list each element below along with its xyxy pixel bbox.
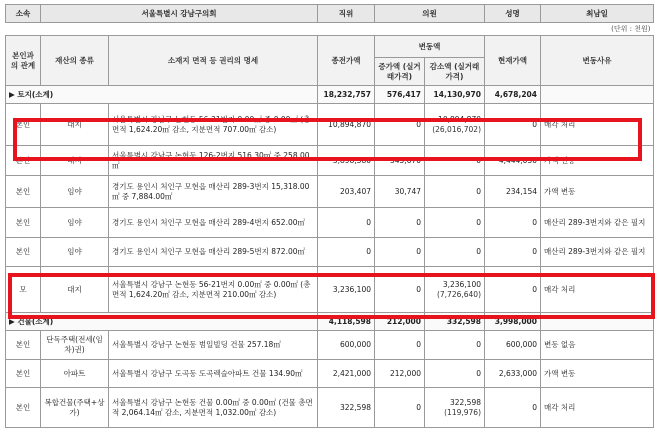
increase-text: 0 xyxy=(416,217,421,227)
relation-text: 본인 xyxy=(15,247,31,256)
prev-value-text: 10,894,870 xyxy=(328,119,371,129)
building-subtotal-decrease: 332,598 xyxy=(425,313,485,331)
relation-text: 본인 xyxy=(15,119,31,129)
relation-cell xyxy=(6,208,41,238)
relation-text: 본인 xyxy=(15,155,31,165)
building-subtotal-reason xyxy=(541,313,654,331)
reason-text: 가액 변동 xyxy=(544,368,576,378)
col-relation: 본인과의 관계 xyxy=(6,36,41,86)
current-value-text: 0 xyxy=(532,284,537,294)
increase-text: 545,670 xyxy=(389,155,421,165)
col-prev-value: 종전가액 xyxy=(318,36,375,86)
relation-cell xyxy=(6,176,41,208)
name-value: 최남일 xyxy=(541,5,654,23)
location-cell xyxy=(109,238,318,267)
relation-cell xyxy=(6,267,41,313)
location-cell xyxy=(109,388,318,428)
current-value-cell xyxy=(485,146,541,176)
asset-type-cell xyxy=(41,104,109,146)
decrease-text: 0 xyxy=(476,340,481,349)
building-subtotal-prev: 4,118,598 xyxy=(318,313,375,331)
increase-cell xyxy=(375,360,425,388)
increase-cell xyxy=(375,208,425,238)
reason-text: 변동 없음 xyxy=(544,340,576,349)
land-subtotal-reason xyxy=(541,86,654,104)
prev-value-cell xyxy=(318,208,375,238)
building-row xyxy=(6,360,654,388)
building-subtotal-label: ▶ 건물(소계) xyxy=(6,313,318,331)
land-row xyxy=(6,176,654,208)
affiliation-value: 서울특별시 강남구의회 xyxy=(41,5,318,23)
reason-text: 매산리 289-3번지와 같은 필지 xyxy=(544,247,646,256)
building-row xyxy=(6,331,654,360)
decrease-cell xyxy=(425,146,485,176)
current-value-text: 4,444,050 xyxy=(498,155,537,165)
decrease-cell xyxy=(425,360,485,388)
land-subtotal-prev: 18,232,757 xyxy=(318,86,375,104)
asset-type-text: 복합건물(주택+상가) xyxy=(44,397,105,417)
land-subtotal-row xyxy=(6,86,654,104)
increase-cell xyxy=(375,238,425,267)
affiliation-label: 소속 xyxy=(6,5,41,23)
location-text: 경기도 용인시 처인구 모현읍 매산리 289-4번지 652.00㎡ xyxy=(112,217,306,227)
increase-text: 0 xyxy=(416,247,421,256)
reason-cell xyxy=(541,267,654,313)
prev-value-cell xyxy=(318,388,375,428)
location-text: 경기도 용인시 처인구 모현읍 매산리 289-3번지 15,318.00㎡ 중 7,884.00㎡ xyxy=(112,181,310,201)
decrease-text: 0 xyxy=(476,186,481,196)
reason-text: 매각 처리 xyxy=(544,402,576,412)
asset-type-cell xyxy=(41,176,109,208)
asset-type-cell xyxy=(41,267,109,313)
decrease-text: 0 xyxy=(476,368,481,378)
location-cell xyxy=(109,267,318,313)
actual-price-text: (119,976) xyxy=(444,407,481,417)
relation-text: 본인 xyxy=(15,217,31,227)
relation-text: 본인 xyxy=(15,402,31,412)
asset-type-cell xyxy=(41,388,109,428)
reason-text: 매각 처리 xyxy=(544,284,576,294)
col-increase: 증가액 (실거래가격) xyxy=(375,58,425,86)
decrease-text: 0 xyxy=(476,155,481,165)
reason-text: 매각 처리 xyxy=(544,119,576,129)
asset-type-cell xyxy=(41,360,109,388)
reason-cell xyxy=(541,146,654,176)
relation-cell xyxy=(6,238,41,267)
location-cell xyxy=(109,104,318,146)
reason-cell xyxy=(541,388,654,428)
asset-type-text: 대지 xyxy=(67,155,82,165)
building-subtotal-increase: 212,000 xyxy=(375,313,425,331)
asset-type-text: 임야 xyxy=(67,247,82,256)
location-cell xyxy=(109,176,318,208)
location-text: 경기도 용인시 처인구 모현읍 매산리 289-5번지 872.00㎡ xyxy=(112,247,306,256)
asset-type-text: 임야 xyxy=(67,217,82,227)
relation-cell xyxy=(6,104,41,146)
relation-cell xyxy=(6,360,41,388)
asset-type-text: 대지 xyxy=(67,119,82,129)
building-subtotal-current: 3,998,000 xyxy=(485,313,541,331)
current-value-text: 234,154 xyxy=(505,186,537,196)
header-row xyxy=(6,5,654,23)
asset-type-text: 임야 xyxy=(67,186,82,196)
relation-cell xyxy=(6,331,41,360)
unit-note: (단위 : 천원) xyxy=(6,23,654,36)
current-value-cell xyxy=(485,331,541,360)
prev-value-text: 0 xyxy=(366,217,371,227)
land-row xyxy=(6,238,654,267)
decrease-cell xyxy=(425,331,485,360)
location-text: 서울특별시 강남구 도곡동 도곡렉슬아파트 건물 134.90㎡ xyxy=(112,368,303,378)
decrease-cell xyxy=(425,104,485,146)
location-cell xyxy=(109,208,318,238)
relation-text: 모 xyxy=(19,284,27,294)
increase-cell xyxy=(375,146,425,176)
current-value-cell xyxy=(485,267,541,313)
current-value-cell xyxy=(485,238,541,267)
current-value-text: 600,000 xyxy=(505,340,537,349)
prev-value-cell xyxy=(318,267,375,313)
decrease-text: 10,894,870 xyxy=(438,114,481,124)
position-label: 직위 xyxy=(318,5,375,23)
increase-cell xyxy=(375,176,425,208)
unit-row xyxy=(6,23,654,36)
position-value: 의원 xyxy=(375,5,485,23)
location-text: 서울특별시 강남구 논현동 건물 0.00㎡ 중 0.00㎡ (건물 총면적 2,064.14㎡ 감소, 지분면적 1,032.00㎡ 감소) xyxy=(112,397,313,417)
relation-text: 본인 xyxy=(15,368,31,378)
increase-text: 30,747 xyxy=(394,186,421,196)
increase-cell xyxy=(375,388,425,428)
land-subtotal-current: 4,678,204 xyxy=(485,86,541,104)
reason-cell xyxy=(541,331,654,360)
asset-table xyxy=(5,4,654,428)
name-label: 성명 xyxy=(485,5,541,23)
location-text: 서울특별시 강남구 논현동 56-21번지 0.00㎡ 중 0.00㎡ (총면적 1,624.20㎡ 감소, 지분면적 707.00㎡ 감소) xyxy=(112,114,311,134)
prev-value-text: 3,898,380 xyxy=(332,155,371,165)
reason-cell xyxy=(541,360,654,388)
relation-cell xyxy=(6,388,41,428)
increase-text: 0 xyxy=(416,119,421,129)
reason-text: 가액 변동 xyxy=(544,155,576,165)
prev-value-text: 322,598 xyxy=(339,402,371,412)
decrease-cell xyxy=(425,388,485,428)
reason-cell xyxy=(541,238,654,267)
increase-cell xyxy=(375,267,425,313)
increase-cell xyxy=(375,104,425,146)
prev-value-cell xyxy=(318,360,375,388)
decrease-cell xyxy=(425,176,485,208)
current-value-cell xyxy=(485,388,541,428)
reason-cell xyxy=(541,104,654,146)
prev-value-text: 0 xyxy=(366,247,371,256)
asset-type-text: 단독주택(전세(임차)권) xyxy=(46,335,103,354)
decrease-text: 0 xyxy=(476,217,481,227)
reason-cell xyxy=(541,208,654,238)
asset-type-cell xyxy=(41,331,109,360)
actual-price-text: (7,726,640) xyxy=(436,289,481,299)
col-change-group: 변동액 xyxy=(375,36,485,58)
location-cell xyxy=(109,146,318,176)
decrease-text: 3,236,100 xyxy=(442,279,481,289)
reason-cell xyxy=(541,176,654,208)
current-value-cell xyxy=(485,176,541,208)
increase-text: 0 xyxy=(416,402,421,412)
decrease-text: 322,598 xyxy=(449,397,481,407)
location-cell xyxy=(109,360,318,388)
col-reason: 변동사유 xyxy=(541,36,654,86)
location-text: 서울특별시 강남구 논현동 126-2번지 516.30㎡ 중 258.00㎡ xyxy=(112,150,310,170)
col-current-value: 현재가액 xyxy=(485,36,541,86)
relation-cell xyxy=(6,146,41,176)
prev-value-text: 3,236,100 xyxy=(332,284,371,294)
location-cell xyxy=(109,331,318,360)
col-asset-type: 재산의 종류 xyxy=(41,36,109,86)
land-subtotal-label: ▶ 토지(소계) xyxy=(6,86,318,104)
building-subtotal-row xyxy=(6,313,654,331)
prev-value-text: 600,000 xyxy=(339,340,371,349)
col-decrease: 감소액 (실거래가격) xyxy=(425,58,485,86)
land-row xyxy=(6,267,654,313)
increase-cell xyxy=(375,331,425,360)
asset-type-cell xyxy=(41,238,109,267)
land-subtotal-decrease: 14,130,970 xyxy=(425,86,485,104)
land-row xyxy=(6,104,654,146)
prev-value-text: 2,421,000 xyxy=(332,368,371,378)
increase-text: 0 xyxy=(416,284,421,294)
relation-text: 본인 xyxy=(15,186,31,196)
prev-value-cell xyxy=(318,238,375,267)
location-text: 서울특별시 강남구 논현동 56-21번지 0.00㎡ 중 0.00㎡ (총면적 1,624.20㎡ 감소, 지분면적 210.00㎡ 감소) xyxy=(112,279,311,299)
location-text: 서울특별시 강남구 논현동 범일빌딩 건물 257.18㎡ xyxy=(112,340,281,349)
land-subtotal-increase: 576,417 xyxy=(375,86,425,104)
decrease-text: 0 xyxy=(476,247,481,256)
prev-value-cell xyxy=(318,176,375,208)
prev-value-cell xyxy=(318,331,375,360)
prev-value-cell xyxy=(318,146,375,176)
increase-text: 0 xyxy=(416,340,421,349)
decrease-cell xyxy=(425,208,485,238)
current-value-text: 0 xyxy=(532,217,537,227)
current-value-cell xyxy=(485,208,541,238)
land-row xyxy=(6,146,654,176)
decrease-cell xyxy=(425,238,485,267)
asset-type-cell xyxy=(41,146,109,176)
col-location: 소재지 면적 등 권리의 명세 xyxy=(109,36,318,86)
relation-text: 본인 xyxy=(15,340,31,349)
actual-price-text: (26,016,702) xyxy=(432,124,481,134)
asset-type-text: 대지 xyxy=(67,284,82,294)
asset-type-text: 아파트 xyxy=(63,368,86,378)
reason-text: 매산리 289-3번지와 같은 필지 xyxy=(544,217,646,227)
reason-text: 가액 변동 xyxy=(544,186,576,196)
asset-type-cell xyxy=(41,208,109,238)
current-value-cell xyxy=(485,104,541,146)
land-row xyxy=(6,208,654,238)
prev-value-cell xyxy=(318,104,375,146)
building-row xyxy=(6,388,654,428)
column-header-row-1 xyxy=(6,36,654,58)
prev-value-text: 203,407 xyxy=(339,186,371,196)
current-value-text: 0 xyxy=(532,119,537,129)
current-value-text: 0 xyxy=(532,247,537,256)
increase-text: 212,000 xyxy=(389,368,421,378)
current-value-cell xyxy=(485,360,541,388)
current-value-text: 2,633,000 xyxy=(498,368,537,378)
current-value-text: 0 xyxy=(532,402,537,412)
decrease-cell xyxy=(425,267,485,313)
